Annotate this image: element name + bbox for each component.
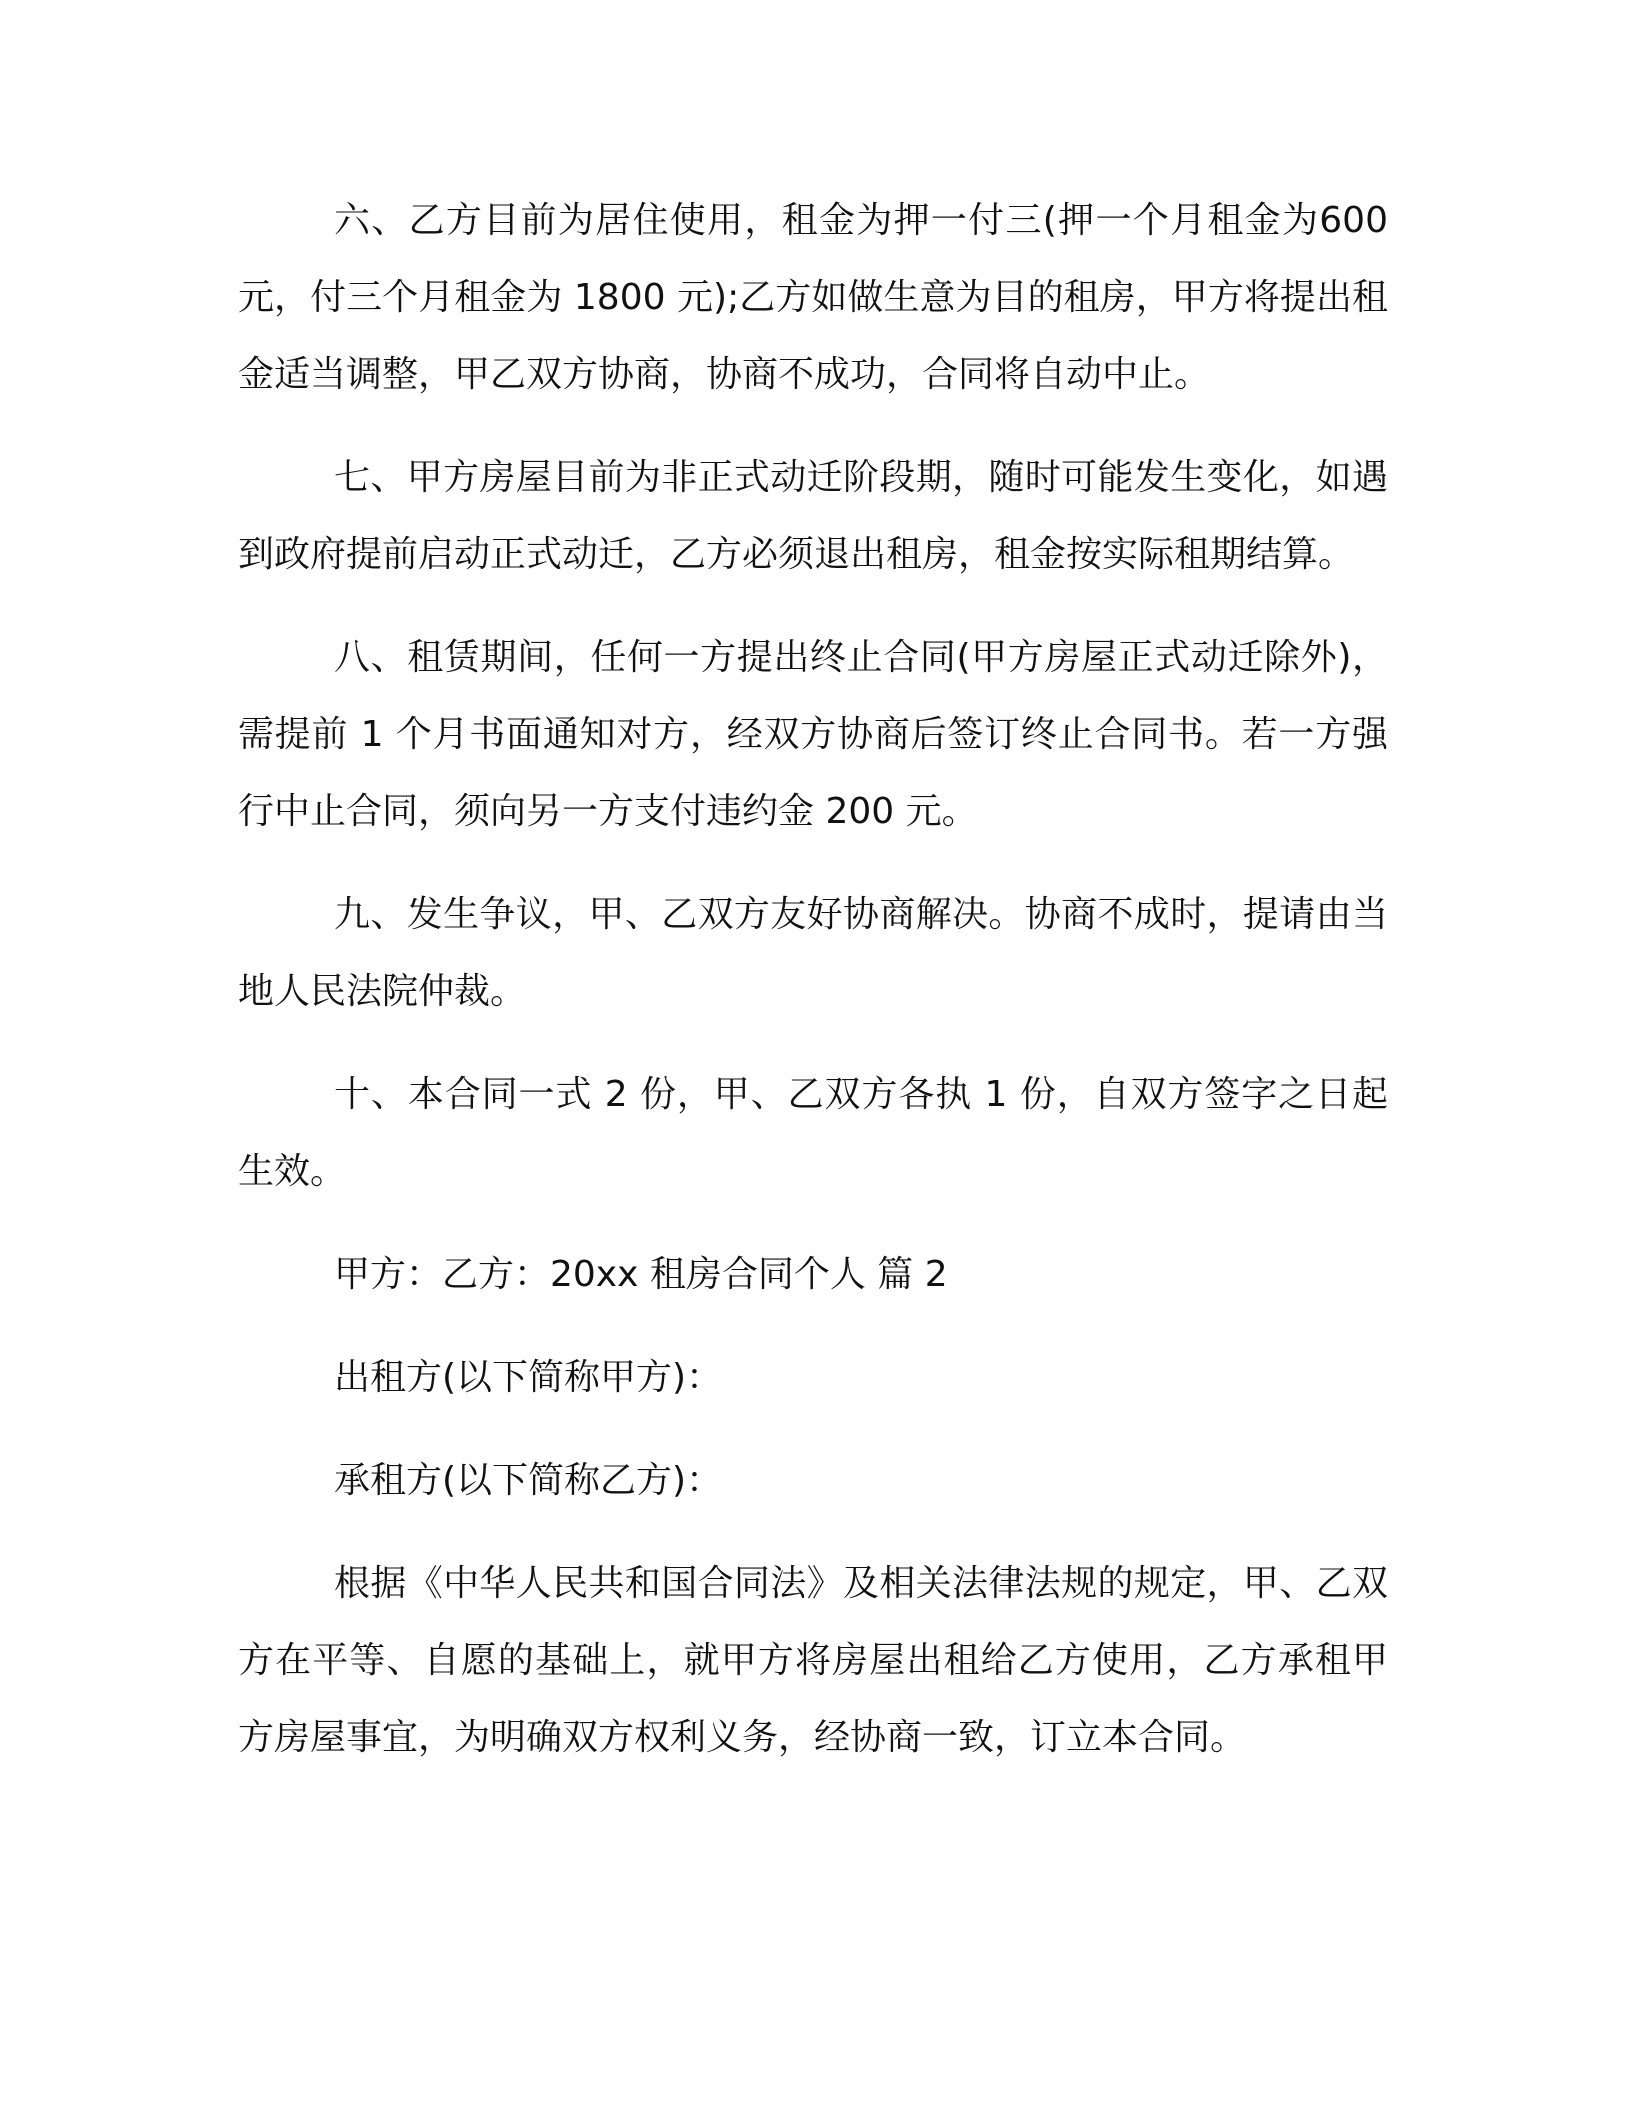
clause-seven-paragraph: 七、甲方房屋目前为非正式动迁阶段期，随时可能发生变化，如遇到政府提前启动正式动迁，乙方必须退出租房，租金按实际租期结算。	[238, 457, 1388, 575]
clause-ten-paragraph: 十、本合同一式 2 份，甲、乙双方各执 1 份，自双方签字之日起生效。	[238, 1074, 1388, 1192]
signature-and-title-line: 甲方：乙方：20xx 租房合同个人 篇 2	[334, 1254, 948, 1295]
clause-nine-paragraph: 九、发生争议，甲、乙双方友好协商解决。协商不成时，提请由当地人民法院仲裁。	[238, 894, 1388, 1012]
document-body	[238, 182, 1388, 1802]
lessee-line: 承租方(以下简称乙方)：	[334, 1460, 723, 1501]
clause-eight-paragraph: 八、租赁期间，任何一方提出终止合同(甲方房屋正式动迁除外)，需提前 1 个月书面通知对方，经双方协商后签订终止合同书。若一方强行中止合同，须向另一方支付违约金 200 元。	[238, 637, 1388, 832]
clause-six-paragraph: 六、乙方目前为居住使用，租金为押一付三(押一个月租金为600 元，付三个月租金为 1800 元);乙方如做生意为目的租房，甲方将提出租金适当调整，甲乙双方协商，协商不成功，合同将自动中止。	[238, 200, 1388, 395]
lessor-line: 出租方(以下简称甲方)：	[334, 1357, 723, 1398]
preamble-paragraph: 根据《中华人民共和国合同法》及相关法律法规的规定，甲、乙双方在平等、自愿的基础上，就甲方将房屋出租给乙方使用，乙方承租甲方房屋事宜，为明确双方权利义务，经协商一致，订立本合同。	[238, 1563, 1388, 1758]
